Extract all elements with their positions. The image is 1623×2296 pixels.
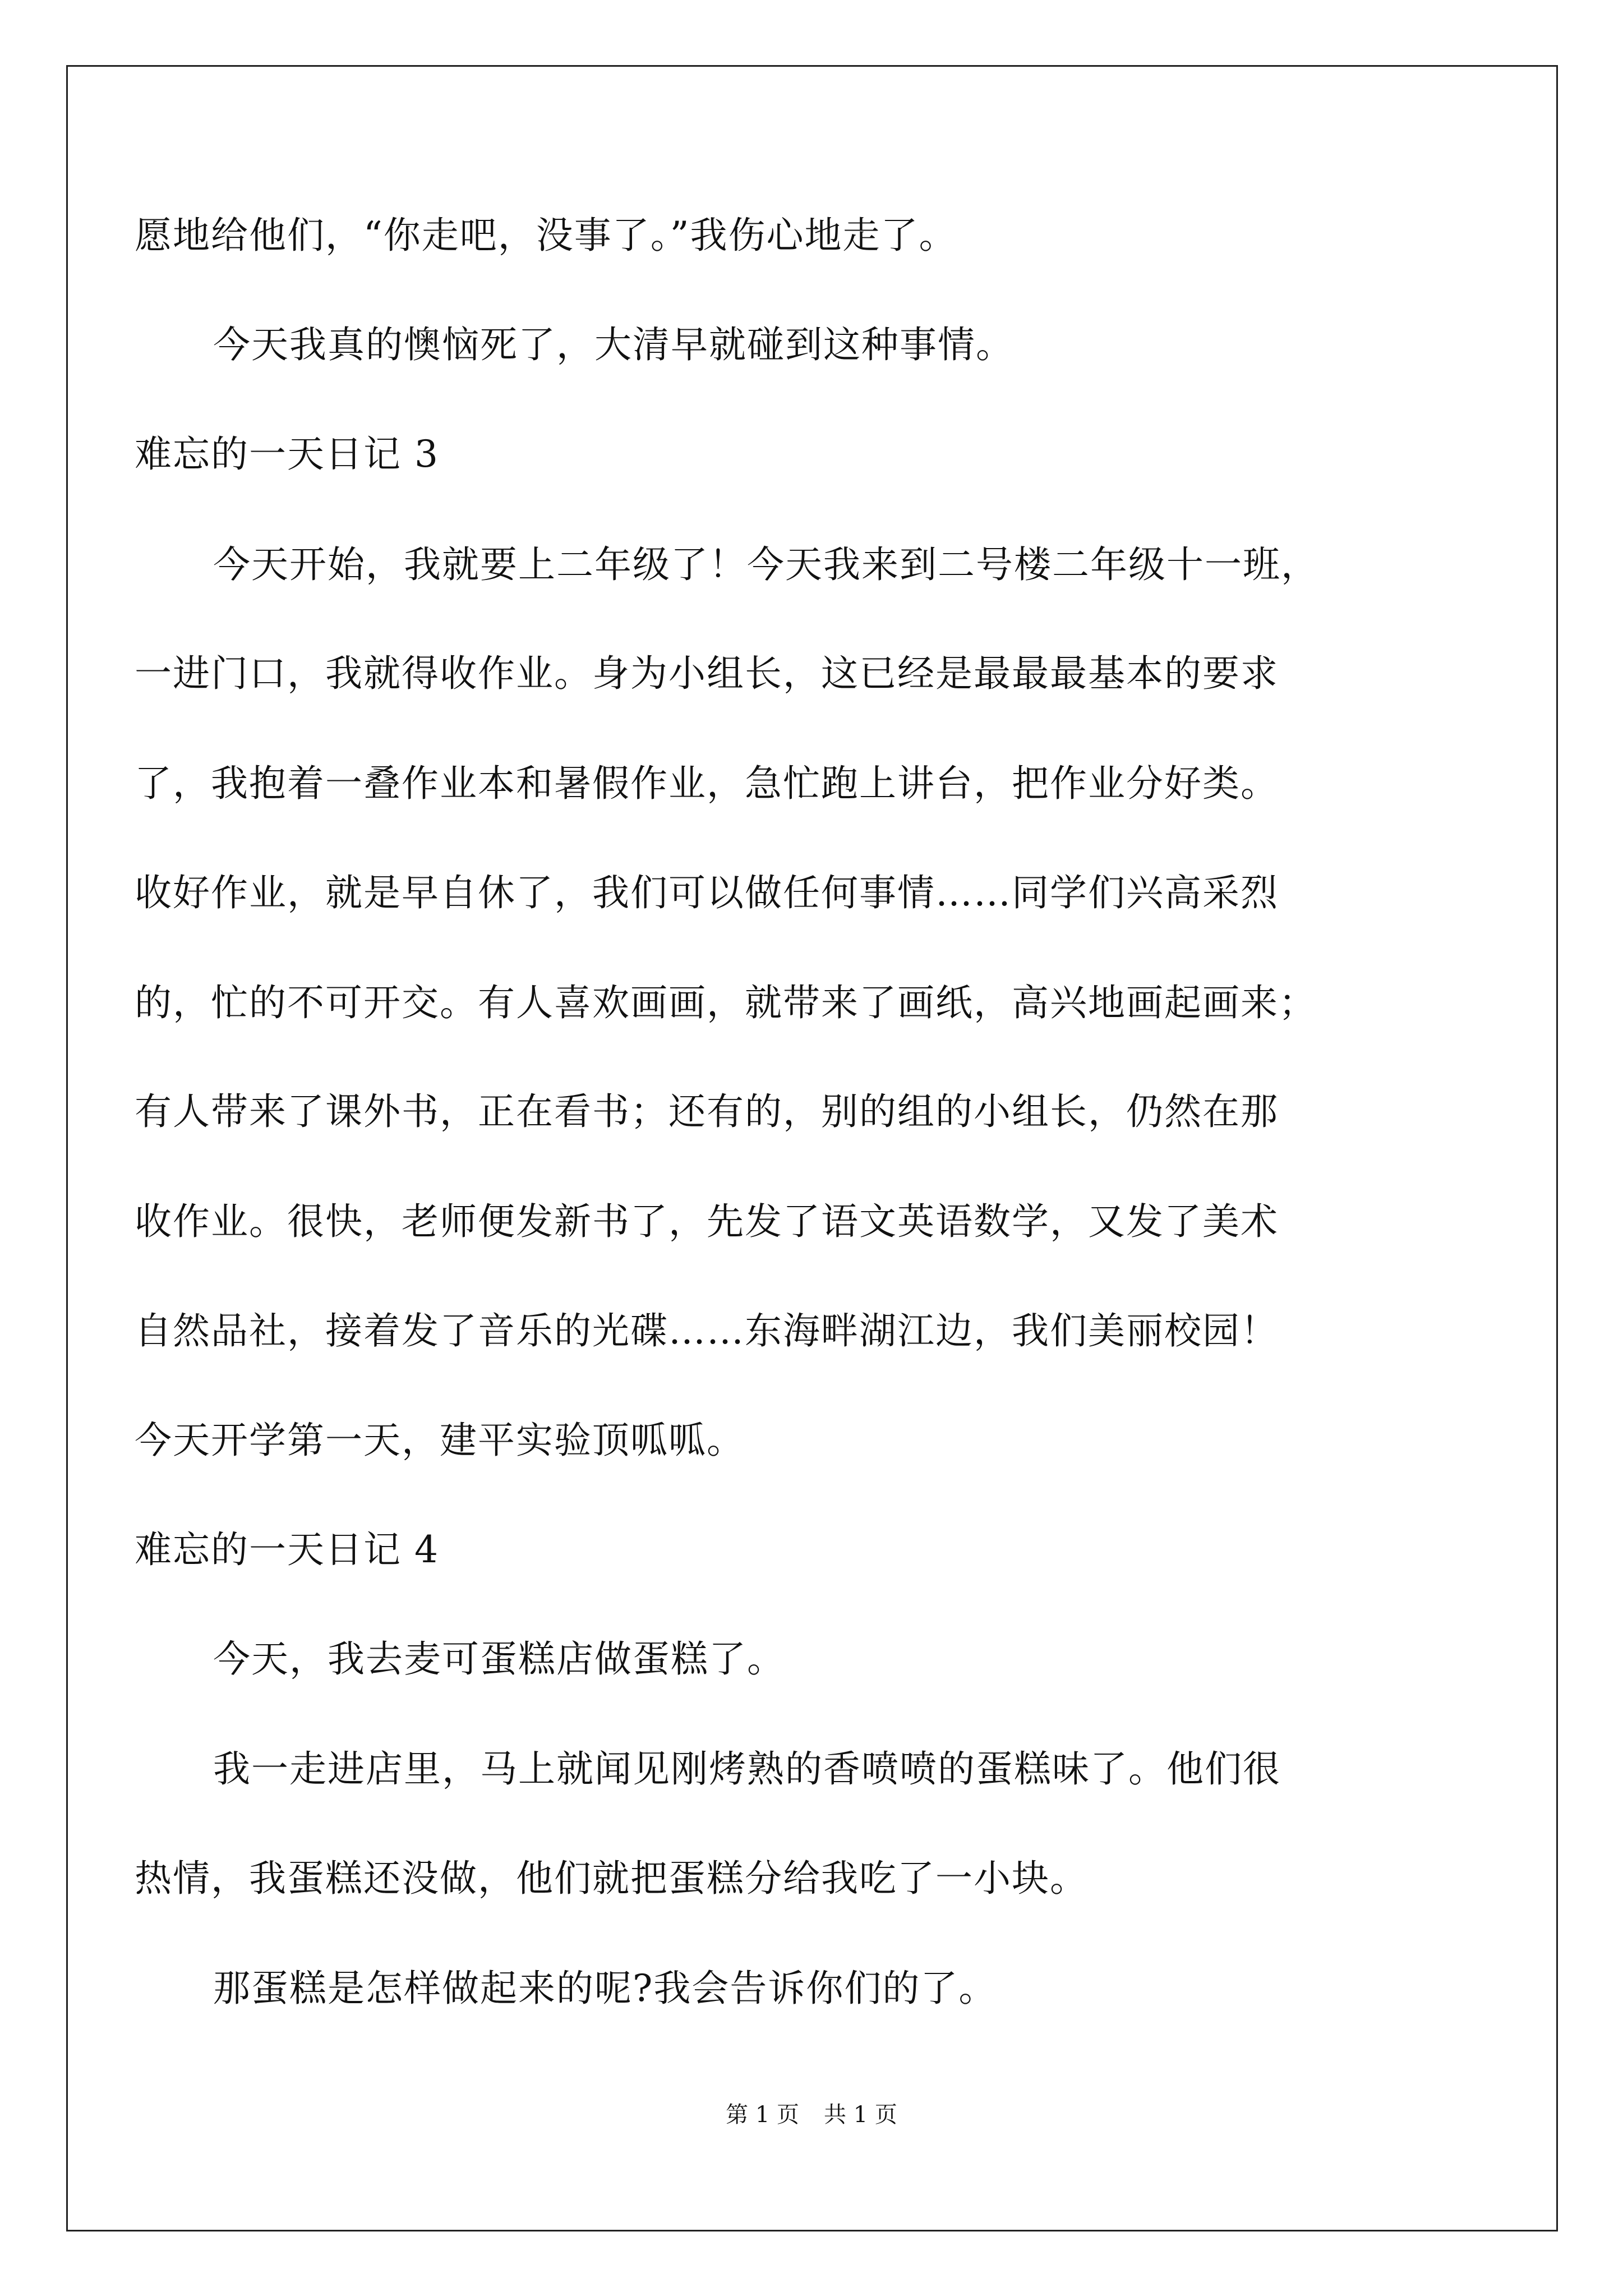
text-line-1: 愿地给他们，“你走吧，没事了。”我伤心地走了。 <box>135 214 957 257</box>
text-line-4: 今天开始，我就要上二年级了！今天我来到二号楼二年级十一班， <box>213 543 1319 586</box>
text-line-2: 今天我真的懊恼死了，大清早就碰到这种事情。 <box>213 323 1014 366</box>
page-number-current: 第 1 页 <box>726 2102 799 2128</box>
text-line-11: 自然品社，接着发了音乐的光碟……东海畔湖江边，我们美丽校园！ <box>135 1309 1279 1352</box>
text-line-10: 收作业。很快，老师便发新书了，先发了语文英语数学，又发了美术 <box>135 1200 1279 1243</box>
text-line-16: 热情，我蛋糕还没做，他们就把蛋糕分给我吃了一小块。 <box>135 1857 1088 1900</box>
section-heading-4: 难忘的一天日记 4 <box>135 1528 439 1571</box>
text-line-17: 那蛋糕是怎样做起来的呢?我会告诉你们的了。 <box>213 1967 997 2010</box>
text-line-6: 了，我抱着一叠作业本和暑假作业，急忙跑上讲台，把作业分好类。 <box>135 762 1279 805</box>
page-number-total: 共 1 页 <box>824 2102 897 2128</box>
text-line-14: 今天，我去麦可蛋糕店做蛋糕了。 <box>213 1637 785 1681</box>
text-line-9: 有人带来了课外书，正在看书；还有的，别的组的小组长，仍然在那 <box>135 1090 1279 1133</box>
text-line-15: 我一走进店里，马上就闻见刚烤熟的香喷喷的蛋糕味了。他们很 <box>213 1747 1281 1791</box>
text-line-8: 的，忙的不可开交。有人喜欢画画，就带来了画纸，高兴地画起画来； <box>135 981 1317 1024</box>
page-border <box>66 65 1558 2231</box>
page-footer <box>0 2101 1623 2129</box>
text-line-7: 收好作业，就是早自休了，我们可以做任何事情……同学们兴高采烈 <box>135 871 1279 914</box>
section-heading-3: 难忘的一天日记 3 <box>135 432 439 476</box>
text-line-12: 今天开学第一天，建平实验顶呱呱。 <box>135 1419 745 1462</box>
text-line-5: 一进门口，我就得收作业。身为小组长，这已经是最最最基本的要求 <box>135 652 1279 695</box>
